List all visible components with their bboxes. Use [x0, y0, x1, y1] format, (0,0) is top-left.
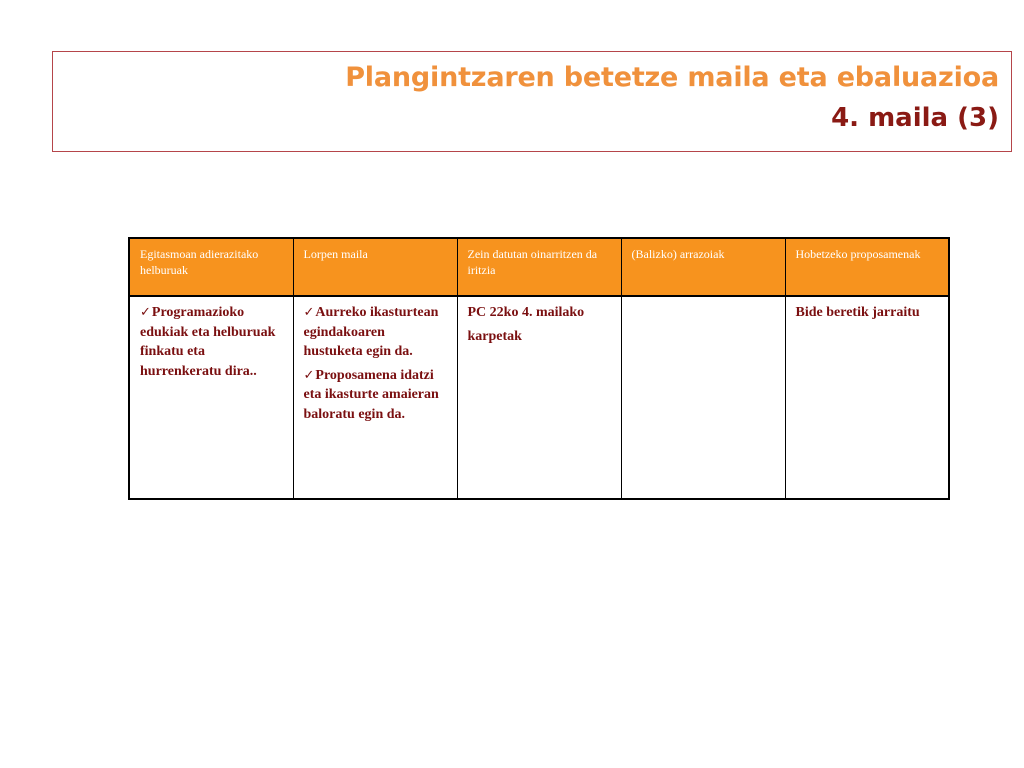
list-item: ✓Aurreko ikasturtean egindakoaren hustuketa egin da.	[303, 305, 439, 359]
list-item: ✓Programazioko edukiak eta helburuak finkatu eta hurrenkeratu dira..	[140, 305, 276, 379]
title-box	[52, 51, 1012, 152]
checkmark-icon: ✓	[140, 305, 151, 320]
data-basis-line: PC 22ko 4. mailako	[467, 305, 585, 320]
cell-improvement-proposals: Bide beretik jarraitu	[785, 296, 949, 499]
cell-reasons	[621, 296, 785, 499]
cell-goals	[129, 296, 293, 499]
slide-subtitle: 4. maila (3)	[831, 103, 999, 133]
cell-achievement-level	[293, 296, 457, 499]
header-reasons: (Balizko) arrazoiak	[621, 238, 785, 296]
checkmark-icon: ✓	[303, 305, 315, 320]
cell-data-basis	[457, 296, 621, 499]
header-achievement-level: Lorpen maila	[293, 238, 457, 296]
checkmark-icon: ✓	[303, 367, 315, 383]
header-data-basis: Zein datutan oinarritzen da iritzia	[457, 238, 621, 296]
header-improvement-proposals: Hobetzeko proposamenak	[785, 238, 949, 296]
table-header-row	[129, 238, 949, 296]
data-basis-line: karpetak	[467, 328, 522, 344]
evaluation-table	[128, 237, 950, 500]
list-item: ✓Proposamena idatzi eta ikasturte amaieran baloratu egin da.	[303, 367, 439, 422]
header-goals: Egitasmoan adierazitako helburuak	[129, 238, 293, 296]
table-row	[129, 296, 949, 499]
slide-title: Plangintzaren betetze maila eta ebaluazioa	[345, 62, 999, 93]
